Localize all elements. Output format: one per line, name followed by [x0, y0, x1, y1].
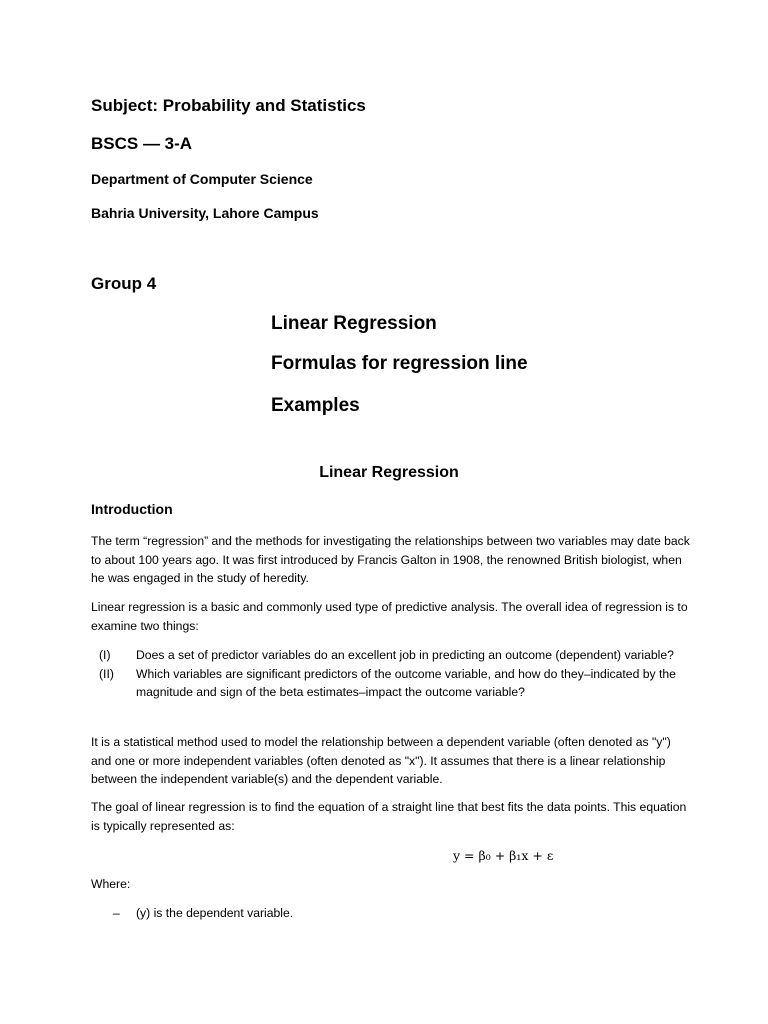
- where-label: Where:: [91, 877, 131, 891]
- paragraph: The goal of linear regression is to find the equation of a straight line that best fits the data points. This equation is typically represented as:: [91, 800, 687, 833]
- list-marker: (II): [99, 666, 114, 681]
- paragraph: Linear regression is a basic and commonly used type of predictive analysis. The overall idea of regression is to examine two things:: [91, 600, 688, 633]
- department-heading: Department of Computer Science: [91, 171, 313, 187]
- intro-heading: Introduction: [91, 501, 173, 517]
- subject-heading: Subject: Probability and Statistics: [91, 96, 366, 115]
- where-item: [91, 906, 293, 920]
- group-heading: Group 4: [91, 274, 157, 293]
- paragraph: It is a statistical method used to model the relationship between a dependent variable (often denoted as "y") and one or more independent variables (often denoted as "x"). It assumes that there is a linear relationship between the independent variable(s) and the dependent variable.: [91, 735, 671, 786]
- list-marker: (I): [99, 648, 111, 662]
- list-item: [91, 665, 691, 702]
- list-item: [91, 646, 691, 665]
- list-item-text: Which variables are significant predictors of the outcome variable, and how do they–indicated by the magnitude and sign of the beta estimates–impact the outcome variable?: [136, 666, 676, 699]
- list-marker: –: [113, 906, 120, 920]
- topic-item: Linear Regression: [271, 313, 437, 334]
- paragraph: The term “regression” and the methods for investigating the relationships between two variables may date back to about 100 years ago. It was first introduced by Francis Galton in 1908, the renowned British biologist, when he was engaged in the study of heredity.: [91, 534, 690, 585]
- regression-equation: y = β₀ + β₁x + ε: [453, 848, 554, 863]
- topic-item: Formulas for regression line: [271, 353, 528, 374]
- class-heading: BSCS — 3-A: [91, 134, 193, 153]
- list-item-text: Does a set of predictor variables do an excellent job in predicting an outcome (dependent) variable?: [136, 648, 674, 662]
- section-title: Linear Regression: [319, 464, 459, 481]
- topic-item: Examples: [271, 395, 360, 416]
- where-item-text: (y) is the dependent variable.: [136, 906, 294, 920]
- numbered-list: [91, 646, 691, 702]
- university-heading: Bahria University, Lahore Campus: [91, 205, 319, 221]
